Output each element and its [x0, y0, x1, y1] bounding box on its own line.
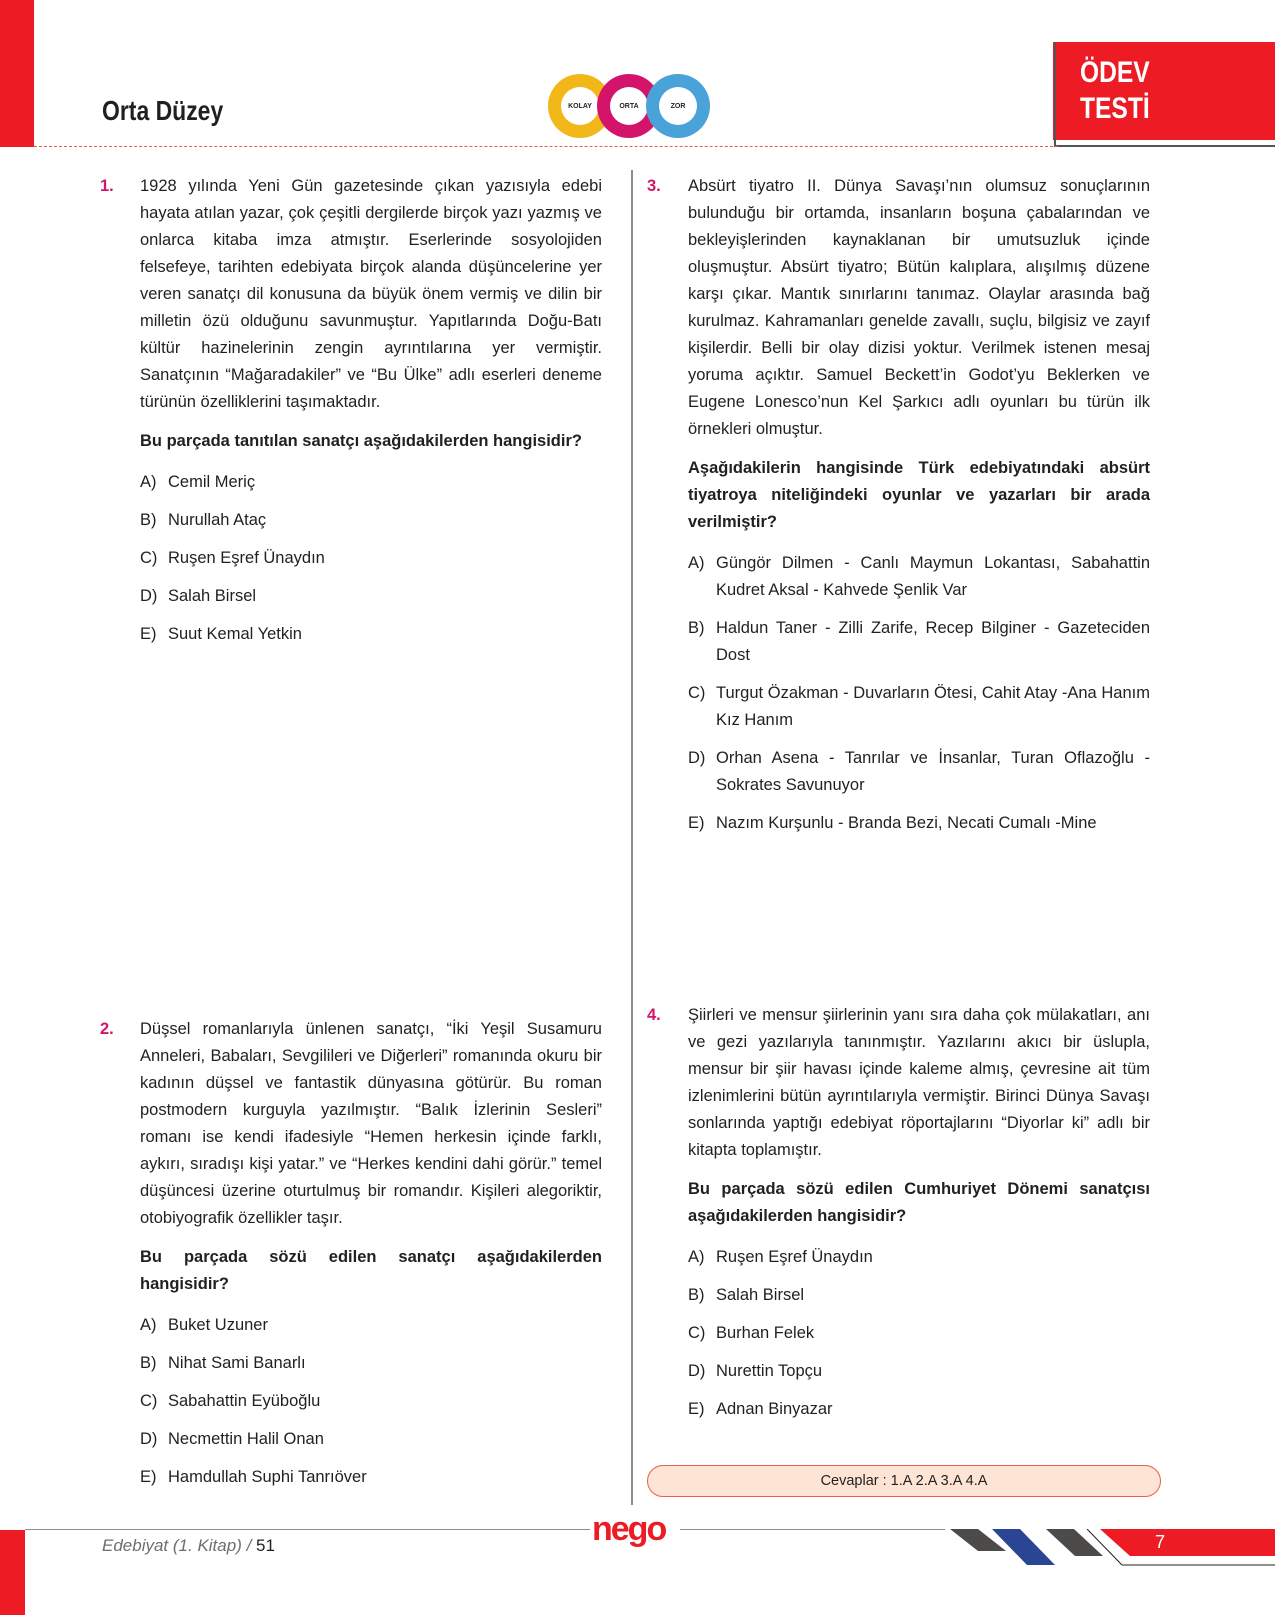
question-number: 4.	[647, 1006, 661, 1024]
question-prompt: Bu parçada sözü edilen Cumhuriyet Dönemi sanatçısı aşağıdakilerden hangisidir?	[688, 1180, 1150, 1225]
option-text: Salah Birsel	[168, 587, 257, 605]
question-prompt: Aşağıdakilerin hangisinde Türk edebiyatındaki absürt tiyatroya niteliğindeki oyunlar ve yazarları bir arada verilmiştir?	[688, 459, 1150, 531]
option-letter: E)	[688, 814, 705, 832]
option-e[interactable]	[688, 1396, 1150, 1423]
option-letter: E)	[140, 1468, 157, 1486]
question-text: Absürt tiyatro II. Dünya Savaşı’nın olumsuz sonuçlarının bulunduğu bir ortamda, insanların boşuna çabalarından ve bekleyişlerinden kaynaklanan bir umutsuzluk içinde oluşmuştur. Absürt tiyatro; Bütün kalıplara, alışılmış düzene karşı çıkar. Mantık sınırlarını tanımaz. Olaylar arasında bağ kurulmaz. Kahramanları genelde zavallı, suçlu, bilgisiz ve zayıf kişilerdir. Belli bir olay dizisi yoktur. Verilmek istenen mesaj yoruma açıktır. Samuel Beckett’in Godot’yu Beklerken ve Eugene Lonesco’nun Kel Şarkıcı adlı oyunları bu türün ilk örnekleri olmuştur.	[688, 177, 1150, 438]
option-b[interactable]	[140, 507, 602, 534]
option-letter: C)	[140, 1392, 158, 1410]
option-letter: B)	[688, 619, 705, 637]
answer-key: Cevaplar : 1.A 2.A 3.A 4.A	[647, 1465, 1161, 1497]
option-c[interactable]	[688, 680, 1150, 734]
option-text: Haldun Taner - Zilli Zarife, Recep Bilginer - Gazeteciden Dost	[716, 619, 1150, 664]
option-letter: B)	[688, 1286, 705, 1304]
option-letter: A)	[688, 1248, 705, 1266]
option-d[interactable]	[140, 583, 602, 610]
option-text: Nurullah Ataç	[168, 511, 267, 529]
option-b[interactable]	[688, 1282, 1150, 1309]
option-letter: A)	[688, 554, 705, 572]
badge-frame	[1054, 42, 1056, 147]
options-list	[140, 1312, 602, 1491]
option-letter: D)	[140, 1430, 158, 1448]
option-letter: E)	[688, 1400, 705, 1418]
option-b[interactable]	[140, 1350, 602, 1377]
option-a[interactable]	[140, 1312, 602, 1339]
difficulty-rings	[548, 74, 708, 140]
option-text: Nihat Sami Banarlı	[168, 1354, 306, 1372]
question-text: 1928 yılında Yeni Gün gazetesinde çıkan yazısıyla edebi hayata atılan yazar, çok çeşitli dergilerde birçok yazı yazmış ve onlarca kitaba imza atmıştır. Eserlerinde sosyolojiden felsefeye, tarihten edebiyata birçok alanda düşüncelerine yer veren sanatçı dil konusuna da büyük önem vermiş ve dilin bir milletin özü olduğunu savunmuştur. Yapıtlarında Doğu-Batı kültür hazinelerinin zengin ayrıntılarına yer vermiştir. Sanatçının “Mağaradakiler” ve “Bu Ülke” adlı eserleri deneme türünün özelliklerini taşımaktadır.	[140, 177, 602, 411]
options-list	[688, 550, 1150, 837]
option-text: Sabahattin Eyüboğlu	[168, 1392, 321, 1410]
option-text: Orhan Asena - Tanrılar ve İnsanlar, Turan Oflazoğlu - Sokrates Savunuyor	[716, 749, 1150, 794]
option-text: Cemil Meriç	[168, 473, 256, 491]
publisher-logo-text: nego	[592, 1510, 666, 1548]
option-letter: A)	[140, 473, 157, 491]
question-text: Şiirleri ve mensur şiirlerinin yanı sıra daha çok mülakatları, anı ve gezi yazılarıyla tanınmıştır. Yazılarını akıcı bir üslupla, mensur bir şiir havası içinde kaleme almış, çevresine ait tüm izlenimlerini bütün ayrıntılarıyla vermiştir. Birinci Dünya Savaşı sonlarında yaptığı edebiyat röportajlarını “Diyorlar ki” adlı bir kitapta toplamıştır.	[688, 1006, 1150, 1159]
book-title: Edebiyat (1. Kitap) /	[102, 1536, 257, 1555]
page-level-title: Orta Düzey	[102, 95, 224, 126]
option-text: Adnan Binyazar	[716, 1400, 833, 1418]
difficulty-orta-label: ORTA	[610, 87, 648, 125]
option-letter: C)	[688, 1324, 706, 1342]
question-number: 2.	[100, 1020, 114, 1038]
option-text: Salah Birsel	[716, 1286, 805, 1304]
option-letter: B)	[140, 1354, 157, 1372]
option-a[interactable]	[688, 550, 1150, 604]
left-red-bar-bottom	[0, 1530, 25, 1615]
footer-stripes-decoration	[950, 1529, 1275, 1569]
option-text: Necmettin Halil Onan	[168, 1430, 324, 1448]
option-d[interactable]	[688, 745, 1150, 799]
option-text: Suut Kemal Yetkin	[168, 625, 302, 643]
option-d[interactable]	[688, 1358, 1150, 1385]
header-divider	[34, 146, 1058, 147]
option-letter: D)	[688, 749, 706, 767]
footer-book-title	[102, 1536, 275, 1556]
option-letter: D)	[140, 587, 158, 605]
publisher-logo	[592, 1510, 678, 1550]
option-letter: A)	[140, 1316, 157, 1334]
option-letter: C)	[140, 549, 158, 567]
column-divider	[631, 170, 633, 1505]
question-number: 3.	[647, 177, 661, 195]
option-letter: D)	[688, 1362, 706, 1380]
difficulty-zor-label: ZOR	[659, 87, 697, 125]
difficulty-kolay-label: KOLAY	[561, 87, 599, 125]
option-letter: B)	[140, 511, 157, 529]
difficulty-zor-ring	[646, 74, 710, 138]
badge-line-1: ÖDEV	[1080, 56, 1150, 89]
option-e[interactable]	[688, 810, 1150, 837]
option-c[interactable]	[140, 545, 602, 572]
footer-divider	[25, 1529, 590, 1530]
options-list	[688, 1244, 1150, 1423]
option-a[interactable]	[140, 469, 602, 496]
question-number: 1.	[100, 177, 114, 195]
question-prompt: Bu parçada tanıtılan sanatçı aşağıdakilerden hangisidir?	[140, 432, 582, 450]
option-letter: C)	[688, 684, 706, 702]
option-text: Ruşen Eşref Ünaydın	[168, 549, 325, 567]
option-text: Nurettin Topçu	[716, 1362, 823, 1380]
option-text: Güngör Dilmen - Canlı Maymun Lokantası, Sabahattin Kudret Aksal - Kahvede Şenlik Var	[716, 554, 1150, 599]
page-number: 7	[1155, 1532, 1166, 1552]
option-text: Ruşen Eşref Ünaydın	[716, 1248, 873, 1266]
footer-divider	[680, 1529, 945, 1530]
option-e[interactable]	[140, 1464, 602, 1491]
question-text: Düşsel romanlarıyla ünlenen sanatçı, “İki Yeşil Susamuru Anneleri, Babaları, Sevgilileri ve Diğerleri” romanında okuru bir kadının düşsel ve fantastik dünyasına götürür. Bu roman postmodern kurguyla yazılmıştır. “Balık İzlerinin Sesleri” romanı ise kendi ifadesiyle “Hemen herkesin içinde farklı, aykırı, sıradışı kişi yatar.” ve “Herkes kendini dahi görür.” temel düşüncesi üzerine oturtulmuş bir romandır. Kişileri alegoriktir, otobiyografik özellikler taşır.	[140, 1020, 602, 1227]
left-red-bar	[0, 0, 34, 147]
option-letter: E)	[140, 625, 157, 643]
option-b[interactable]	[688, 615, 1150, 669]
option-d[interactable]	[140, 1426, 602, 1453]
option-text: Buket Uzuner	[168, 1316, 268, 1334]
option-c[interactable]	[140, 1388, 602, 1415]
option-text: Hamdullah Suphi Tanrıöver	[168, 1468, 367, 1486]
option-text: Nazım Kurşunlu - Branda Bezi, Necati Cumalı -Mine	[716, 814, 1097, 832]
option-e[interactable]	[140, 621, 602, 648]
question-prompt: Bu parçada sözü edilen sanatçı aşağıdakilerden hangisidir?	[140, 1248, 602, 1293]
book-page-number: 51	[256, 1536, 275, 1555]
options-list	[140, 469, 602, 648]
option-text: Burhan Felek	[716, 1324, 815, 1342]
option-text: Turgut Özakman - Duvarların Ötesi, Cahit Atay -Ana Hanım Kız Hanım	[716, 684, 1150, 729]
badge-line-2: TESTİ	[1080, 92, 1150, 125]
badge-frame	[1054, 145, 1275, 147]
option-a[interactable]	[688, 1244, 1150, 1271]
option-c[interactable]	[688, 1320, 1150, 1347]
homework-badge-text	[1080, 55, 1150, 127]
